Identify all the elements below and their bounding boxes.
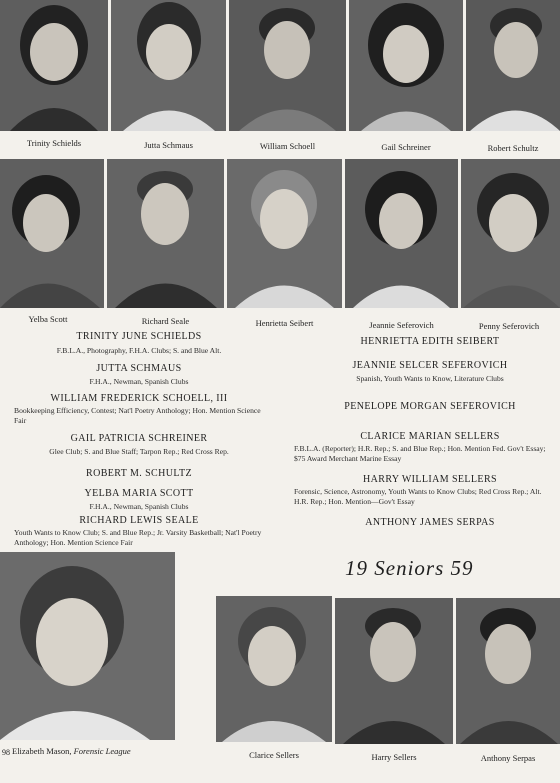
caption-harry-sellers: Harry Sellers [371,752,417,762]
portrait-yelba-scott [0,159,104,308]
portrait-image [349,0,463,131]
caption-jutta-schmaus: Jutta Schmaus [144,140,193,150]
senior-name: CLARICE MARIAN SELLERS [360,431,500,442]
senior-activities: F.B.L.A. (Reporter); H.R. Rep.; S. and Blue Rep.; Hon. Mention Fed. Gov't Essay; $75 Award Merchant Marine Essay [294,444,546,463]
portrait-image [111,0,226,131]
senior-name: TRINITY JUNE SCHIELDS [76,331,202,342]
portrait-henrietta-seibert [227,159,342,308]
portrait-image [466,0,560,131]
portrait-image [216,596,332,742]
senior-name: WILLIAM FREDERICK SCHOELL, III [50,393,228,404]
senior-name: HARRY WILLIAM SELLERS [363,474,497,485]
senior-name: JEANNIE SELCER SEFEROVICH [352,360,508,371]
portrait-jutta-schmaus [111,0,226,131]
caption-elizabeth-mason [12,746,131,756]
caption-gail-schreiner: Gail Schreiner [381,142,431,152]
portrait-image [229,0,346,131]
portrait-trinity-schields [0,0,108,131]
portrait-image [0,552,175,740]
caption-trinity-schields: Trinity Schields [26,138,82,148]
portrait-image [227,159,342,308]
caption-yelba-scott: Yelba Scott [28,314,68,324]
portrait-image [456,598,560,744]
portrait-image [335,598,453,744]
portrait-image [0,159,104,308]
senior-name: RICHARD LEWIS SEALE [79,515,199,526]
portrait-image [461,159,560,308]
caption-penny-seferovich: Penny Seferovich [478,321,540,331]
portrait-clarice-sellers [216,596,332,742]
caption-clarice-sellers: Clarice Sellers [249,750,299,760]
caption-william-schoell: William Schoell [259,141,316,151]
portrait-gail-schreiner [349,0,463,131]
caption-richard-seale: Richard Seale [141,316,190,326]
caption-name: Elizabeth Mason, [12,746,72,756]
senior-activities: Glee Club; S. and Blue Staff; Tarpon Rep.; Red Cross Rep. [49,447,229,456]
portrait-richard-seale [107,159,224,308]
portrait-image [107,159,224,308]
senior-name: ANTHONY JAMES SERPAS [365,517,495,528]
portrait-jeannie-seferovich [345,159,458,308]
caption-henrietta-seibert: Henrietta Seibert [255,318,314,328]
portrait-harry-sellers [335,598,453,744]
caption-robert-schultz: Robert Schultz [487,143,539,153]
senior-activities: Bookkeeping Efficiency, Contest; Nat'l Poetry Anthology; Hon. Mention Science Fair [14,406,261,425]
senior-name: PENELOPE MORGAN SEFEROVICH [344,401,516,412]
seniors-banner: 19 Seniors 59 [345,556,474,580]
senior-name: YELBA MARIA SCOTT [84,488,194,499]
page-number: 98 [2,748,10,757]
senior-name: HENRIETTA EDITH SEIBERT [360,336,500,347]
portrait-anthony-serpas [456,598,560,744]
senior-activities: F.H.A., Newman, Spanish Clubs [89,377,189,386]
senior-activities: Forensic, Science, Astronomy, Youth Wants to Know Clubs; Red Cross Rep.; Alt. H.R. Rep.; Hon. Mention—Gov't Essay [294,487,542,506]
senior-activities: F.B.L.A., Photography, F.H.A. Clubs; S. and Blue Alt. [56,346,222,355]
senior-name: JUTTA SCHMAUS [96,363,182,374]
portrait-image [345,159,458,308]
portrait-elizabeth-mason [0,552,175,740]
caption-role: Forensic League [73,746,131,756]
portrait-penny-seferovich [461,159,560,308]
caption-jeannie-seferovich: Jeannie Seferovich [369,320,434,330]
senior-activities: Youth Wants to Know Club; S. and Blue Rep.; Jr. Varsity Basketball; Nat'l Poetry Anthology; Hon. Mention Science Fair [14,528,262,547]
portrait-image [0,0,108,131]
senior-name: GAIL PATRICIA SCHREINER [70,433,208,444]
portrait-william-schoell [229,0,346,131]
senior-activities: Spanish, Youth Wants to Know, Literature Clubs [356,374,504,383]
senior-activities: F.H.A., Newman, Spanish Clubs [89,502,189,511]
portrait-robert-schultz [466,0,560,131]
senior-name: ROBERT M. SCHULTZ [86,468,192,479]
caption-anthony-serpas: Anthony Serpas [480,753,536,763]
